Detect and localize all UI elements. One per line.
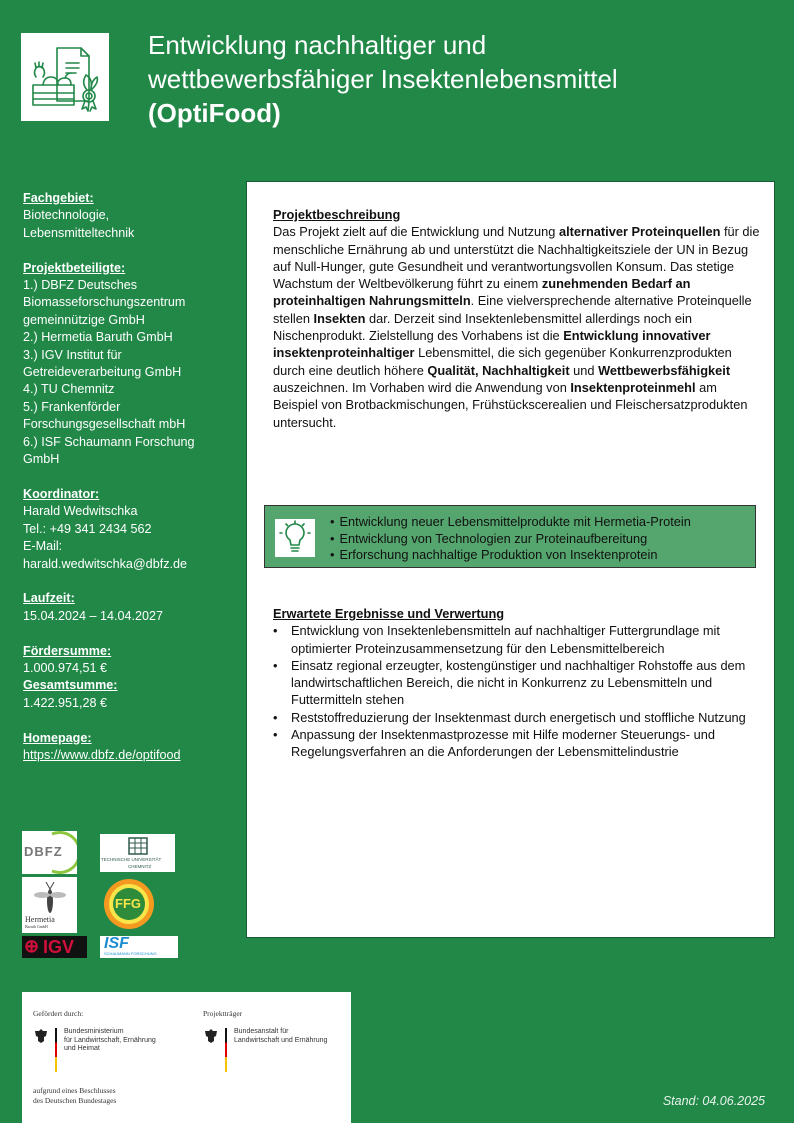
hermetia-logo — [22, 877, 77, 933]
highlights-list — [330, 514, 691, 564]
beschluss-line: aufgrund eines Beschlusses — [33, 1086, 116, 1095]
hermetia-logo-subtext: Baruth GmbH — [25, 924, 48, 929]
foerdersumme-label: Fördersumme: — [23, 643, 112, 658]
ffg-logo — [103, 878, 155, 930]
partner-line: GmbH — [23, 452, 60, 467]
fachgebiet-section — [23, 190, 238, 242]
laufzeit-value: 15.04.2024 – 14.04.2027 — [23, 608, 164, 623]
tu-logo-text: TECHNISCHE UNIVERSITÄT — [101, 857, 162, 862]
koordinator-section — [23, 486, 238, 573]
expected-results — [273, 605, 763, 761]
beschreibung-emphasis: Qualität, Nachhaltigkeit — [427, 362, 570, 378]
beschluss-line: des Deutschen Bundestages — [33, 1095, 117, 1105]
ergebnis-item: • Entwicklung von Insektenlebensmitteln auf nachhaltiger Futtergrundlage mit optimierter Proteinzusammensetzung für den Lebensmittelbereich — [273, 622, 763, 657]
partner-line: Biomasseforschungszentrum — [23, 295, 186, 310]
laufzeit-section — [23, 590, 238, 625]
beschreibung-run: Das Projekt zielt auf die Entwicklung und Nutzung — [273, 224, 559, 240]
gefoerdert-label: Gefördert durch: — [33, 1009, 84, 1018]
beschreibung-run: auszeichnen. Im Vorhaben wird die Anwendung von — [273, 379, 571, 395]
beschreibung-run: und — [569, 362, 599, 378]
beschreibung-heading: Projektbeschreibung — [273, 207, 401, 222]
partner-line: 3.) IGV Institut für — [23, 347, 122, 362]
food-crate-certificate-icon — [21, 33, 109, 121]
partner-line: Forschungsgesellschaft mbH — [23, 417, 186, 432]
partner-line: 5.) Frankenförder — [23, 399, 121, 414]
koordinator-email[interactable]: harald.wedwitschka@dbfz.de — [23, 556, 187, 571]
gesamtsumme-section — [23, 677, 238, 712]
gesamtsumme-label: Gesamtsumme: — [23, 678, 118, 693]
german-flag-bar — [225, 1028, 227, 1072]
traeger-label: Projektträger — [203, 1009, 243, 1018]
projektbeteiligte-label: Projektbeteiligte: — [23, 260, 126, 275]
traeger-line: Landwirtschaft und Ernährung — [234, 1036, 328, 1044]
german-flag-bar — [55, 1028, 57, 1072]
homepage-label: Homepage: — [23, 730, 92, 745]
fachgebiet-label: Fachgebiet: — [23, 191, 94, 205]
isf-logo-text: ISF — [104, 936, 129, 952]
ministry-line: für Landwirtschaft, Ernährung — [64, 1036, 156, 1044]
partner-logos — [22, 831, 182, 959]
homepage-link[interactable]: https://www.dbfz.de/optifood — [23, 747, 181, 762]
beschluss-note — [33, 1086, 116, 1105]
ergebnisse-list — [273, 622, 763, 760]
partner-line: 1.) DBFZ Deutsches — [23, 278, 138, 293]
partner-line: 4.) TU Chemnitz — [23, 382, 115, 397]
project-description — [273, 206, 763, 431]
foerdersumme-section — [23, 643, 238, 678]
beschreibung-emphasis: Wettbewerbsfähigkeit — [598, 362, 731, 378]
homepage-section — [23, 730, 238, 765]
hermetia-logo-text: Hermetia — [25, 915, 55, 924]
traeger-name — [234, 1028, 327, 1045]
traeger-line: Bundesanstalt für — [234, 1028, 289, 1035]
koordinator-email-label: E-Mail: — [23, 539, 63, 554]
beschreibung-emphasis: alternativer Proteinquellen — [558, 224, 721, 240]
ministry-line: Bundesministerium — [64, 1028, 124, 1035]
ministry-name — [64, 1028, 156, 1054]
federal-eagle-icon — [204, 1028, 218, 1044]
igv-logo — [22, 936, 87, 958]
igv-symbol-icon: ⊕ — [24, 936, 40, 956]
beschreibung-run: für die menschliche Ernährung ab und unterstützt die Nachhaltigkeitsziele der UN in Bezug auf Null-Hunger, gute Gesundheit und verantwortungsvollen Konsum. Das stetige Wachstum der Weltbevölkerung führt zu einem — [273, 224, 760, 292]
igv-logo-text: IGV — [43, 937, 75, 957]
ergebnis-item: • Anpassung der Insektenmastprozesse mit Hilfe moderner Steuerungs- und Regelungsverfahren an die Anforderungen der Lebensmittelindustrie — [273, 726, 763, 761]
beschreibung-emphasis: zunehmenden Bedarf an proteinhaltigen Nahrungsmitteln — [273, 276, 691, 309]
project-logo — [21, 33, 109, 121]
stand-date: Stand: 04.06.2025 — [662, 1094, 765, 1108]
beschreibung-emphasis: Entwicklung innovativer insektenproteinhaltiger — [273, 328, 711, 361]
isf-logo — [100, 936, 178, 958]
dbfz-logo-text: DBFZ — [24, 844, 63, 859]
koordinator-label: Koordinator: — [23, 486, 100, 501]
beschreibung-emphasis: Insektenproteinmehl — [570, 379, 696, 395]
laufzeit-label: Laufzeit: — [23, 591, 75, 606]
fachgebiet-value: Biotechnologie, — [23, 208, 110, 223]
koordinator-tel: Tel.: +49 341 2434 562 — [23, 521, 152, 536]
highlight-item: • Erforschung nachhaltige Produktion von Insektenprotein — [330, 547, 691, 564]
highlight-item: • Entwicklung von Technologien zur Proteinaufbereitung — [330, 531, 691, 548]
foerdersumme-value: 1.000.974,51 € — [23, 660, 108, 675]
lightbulb-icon — [275, 519, 315, 557]
projektbeteiligte-section — [23, 260, 238, 469]
beschreibung-run: dar. Derzeit sind Insektenlebensmittel allerdings noch ein Nischenprodukt. Zielstellung des Vorhabens ist die — [273, 310, 692, 344]
funding-box — [22, 992, 351, 1123]
tu-building-icon — [100, 836, 175, 858]
partner-line: 2.) Hermetia Baruth GmbH — [23, 330, 173, 345]
federal-eagle-icon — [34, 1028, 48, 1044]
fachgebiet-value: Lebensmitteltechnik — [23, 225, 135, 240]
ble-logo — [204, 1028, 327, 1072]
ergebnisse-heading: Erwartete Ergebnisse und Verwertung — [273, 606, 505, 621]
lightbulb-icon-box — [275, 519, 315, 557]
title-line-2: wettbewerbsfähiger Insektenlebensmittel — [148, 64, 618, 94]
fly-icon — [22, 879, 77, 919]
isf-logo-subtext: SCHAUMANN FORSCHUNG — [104, 951, 157, 956]
highlight-item: • Entwicklung neuer Lebensmittelprodukte mit Hermetia-Protein — [330, 514, 691, 531]
tu-chemnitz-logo — [100, 834, 175, 872]
ministry-logo — [34, 1028, 156, 1072]
sidebar — [23, 190, 238, 782]
ministry-line: und Heimat — [64, 1045, 100, 1053]
main-panel — [246, 181, 775, 938]
beschreibung-text — [273, 223, 763, 431]
beschreibung-run: . Eine vielversprechende alternative Proteinquelle stellen — [273, 293, 752, 326]
beschreibung-run: am Beispiel von Brotbackmischungen, Frühstückscerealien und Fleischersatzprodukten untersucht. — [273, 379, 748, 430]
highlights-box — [264, 505, 756, 568]
partner-line: gemeinnützige GmbH — [23, 312, 145, 327]
koordinator-name: Harald Wedwitschka — [23, 504, 138, 519]
dbfz-logo — [22, 831, 77, 874]
partner-line: Getreideverarbeitung GmbH — [23, 365, 182, 380]
title-acronym: (OptiFood) — [148, 98, 281, 128]
beschreibung-emphasis: Insekten — [313, 310, 366, 326]
partner-line: 6.) ISF Schaumann Forschung — [23, 434, 195, 449]
title-line-1: Entwicklung nachhaltiger und — [148, 30, 487, 60]
ffg-logo-text: FFG — [115, 896, 141, 911]
ergebnis-item: • Einsatz regional erzeugter, kostengünstiger und nachhaltiger Rohstoffe aus dem landwirtschaftlichen Bereich, die nicht in Konkurrenz zu Lebensmitteln und Futtermitteln stehen — [273, 657, 763, 709]
ergebnis-item: • Reststoffreduzierung der Insektenmast durch energetisch und stoffliche Nutzung — [273, 709, 763, 726]
tu-logo-text-2: CHEMNITZ — [128, 864, 152, 869]
gesamtsumme-value: 1.422.951,28 € — [23, 695, 108, 710]
page-title — [148, 28, 778, 130]
beschreibung-run: Lebensmittel, die sich gegenüber Konkurrenzprodukten durch eine deutlich höhere — [273, 345, 732, 378]
